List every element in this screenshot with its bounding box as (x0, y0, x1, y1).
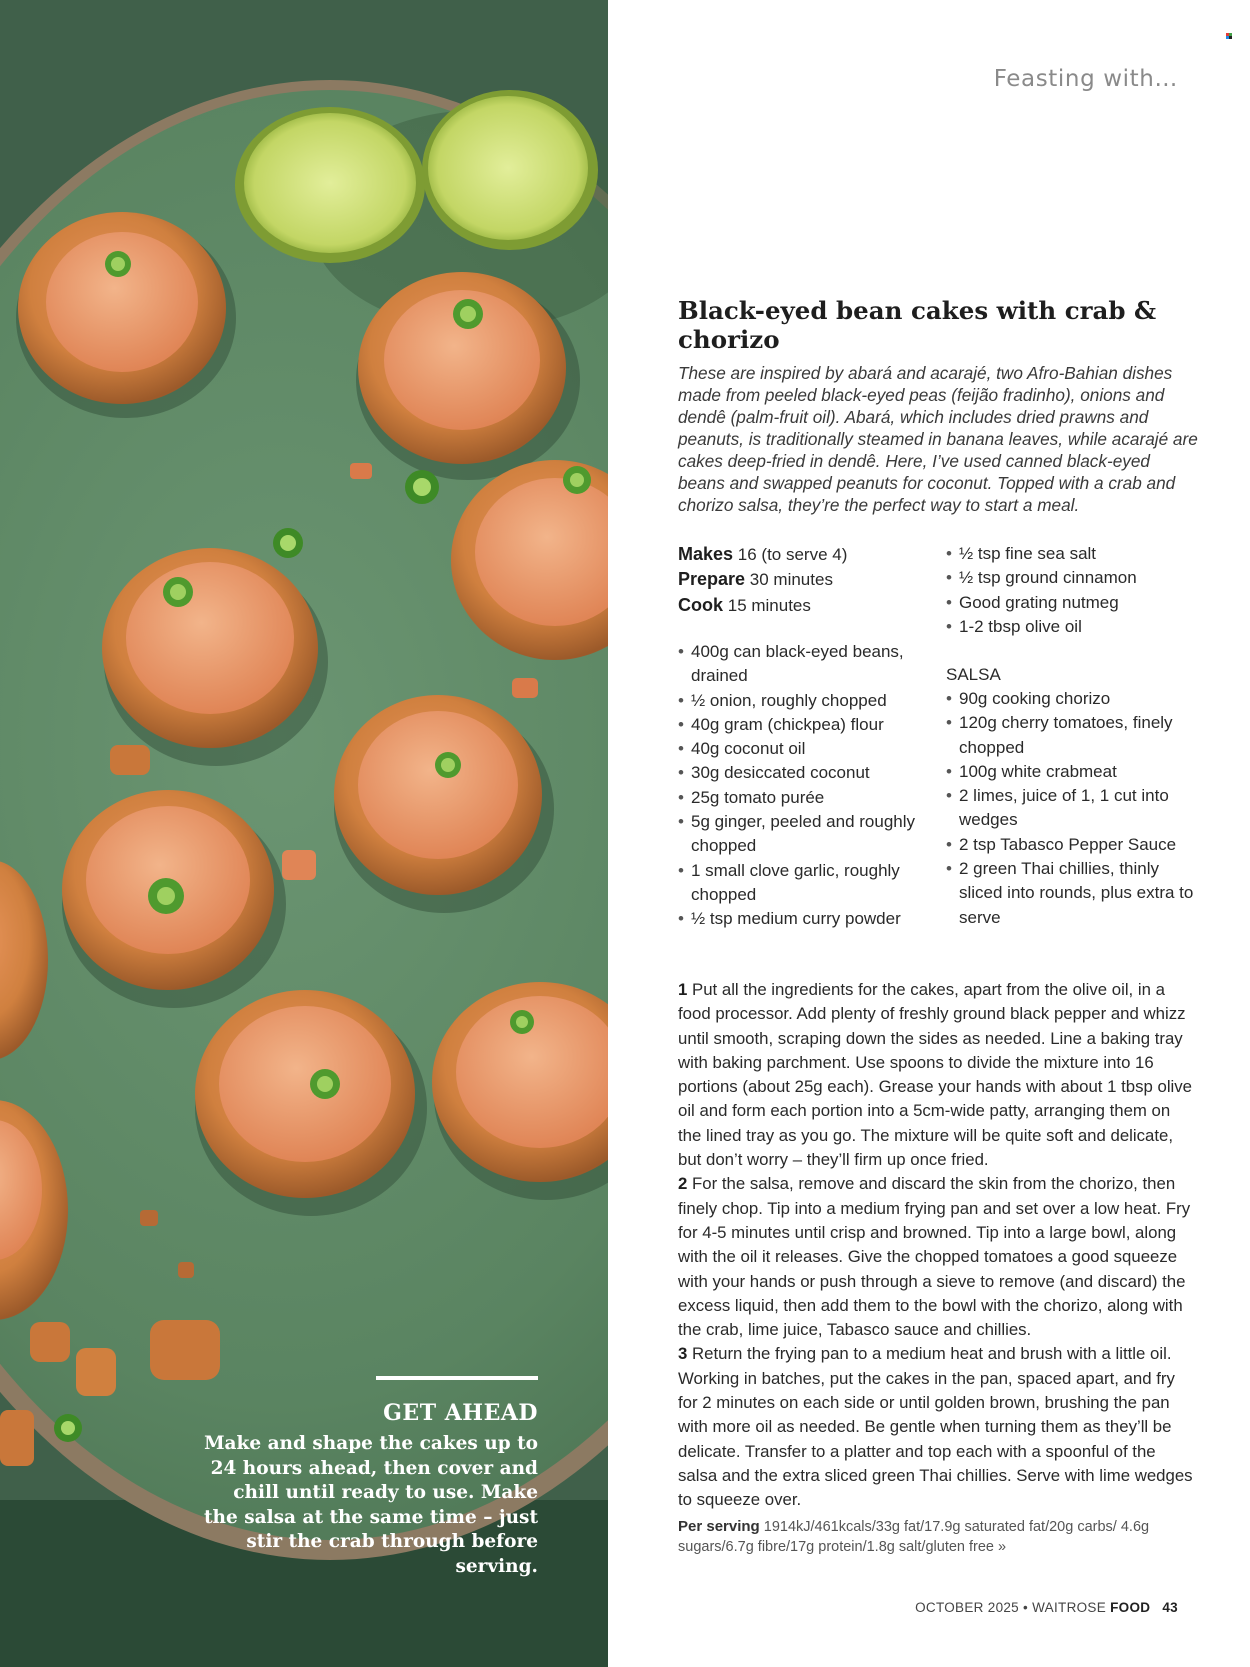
brand-name: WAITROSE (1032, 1600, 1107, 1615)
ingredient-item: • ½ tsp fine sea salt (946, 542, 1206, 566)
ingredient-item: • 2 tsp Tabasco Pepper Sauce (946, 833, 1206, 857)
ingredient-item: • 40g coconut oil (678, 737, 938, 761)
section-title: Feasting with… (993, 66, 1178, 92)
prepare-value: 30 minutes (749, 570, 833, 590)
ingredient-item: • ½ tsp ground cinnamon (946, 566, 1206, 590)
makes-line (678, 542, 938, 567)
method-step (678, 1342, 1198, 1512)
nutrition-label: Per serving (678, 1518, 760, 1535)
issue-date: OCTOBER 2025 • (915, 1600, 1029, 1615)
ingredient-item: • Good grating nutmeg (946, 591, 1206, 615)
recipe-meta (678, 542, 938, 618)
method-step (678, 1172, 1198, 1342)
ingredient-item: • 1-2 tbsp olive oil (946, 615, 1206, 639)
ingredients-salsa-list (946, 687, 1206, 930)
step-text: Return the frying pan to a medium heat and brush with a little oil. Working in batches, put the cakes in the pan, spaced apart, and fry for 2 minutes on each side or until golden brown, brushing the pan with more oil as needed. Be gentle when turning them as they’ll be delicate. Transfer to a platter and top each with a spoonful of the salsa and the extra sliced green Thai chillies. Serve with lime wedges to squeeze over. (678, 1344, 1193, 1510)
ingredient-item: • 5g ginger, peeled and roughly chopped (678, 810, 938, 859)
prepare-line (678, 567, 938, 592)
prepare-label: Prepare (678, 569, 746, 590)
step-text: Put all the ingredients for the cakes, apart from the olive oil, in a food processor. Add plenty of freshly ground black pepper and whizz until smooth, scraping down the sides as needed. Line a baking tray with baking parchment. Use spoons to divide the mixture into 16 portions (about 25g each). Grease your hands with about 1 tbsp olive oil and form each portion into a 5cm-wide patty, arranging them on the lined tray as you go. The mixture will be quite soft and delicate, but don’t worry – they’ll firm up once fried. (678, 980, 1193, 1170)
corner-mark-icon (1226, 33, 1233, 40)
ingredient-item: • 120g cherry tomatoes, finely chopped (946, 711, 1206, 760)
salsa-heading: SALSA (946, 665, 1001, 684)
ingredients-cakes-list (678, 640, 938, 932)
ingredient-item: • 30g desiccated coconut (678, 761, 938, 785)
cook-value: 15 minutes (727, 595, 811, 615)
ingredient-item: • 25g tomato purée (678, 786, 938, 810)
cook-line (678, 593, 938, 618)
recipe-intro: These are inspired by abará and acarajé, two Afro-Bahian dishes made from peeled black-eyed peas (feijão fradinho), onions and dendê (palm-fruit oil). Abará, which includes dried prawns and peanuts, is traditionally steamed in banana leaves, while acarajé are cakes deep-fried in dendê. Here, I’ve used canned black-eyed beans and swapped peanuts for coconut. Topped with a crab and chorizo salsa, they’re the perfect way to start a meal. (678, 363, 1198, 515)
makes-value: 16 (to serve 4) (737, 545, 848, 564)
step-text: For the salsa, remove and discard the skin from the chorizo, then finely chop. Tip into a medium frying pan and set over a low heat. Fry for 4-5 minutes until crisp and browned. Tip into a large bowl, along with the oil it releases. Give the chopped tomatoes a good squeeze with your hands or push through a sieve to remove (and discard) the excess liquid, then add them to the bowl with the chorizo, along with the crab, lime juice, Tabasco sauce and chillies. (678, 1174, 1191, 1340)
ingredient-item: • 90g cooking chorizo (946, 687, 1206, 711)
makes-label: Makes (678, 544, 734, 564)
ingredients-cakes-continued-list (946, 542, 1206, 639)
recipe-page (608, 0, 1250, 1667)
step-number: 1 (678, 980, 688, 999)
ingredient-item: • 40g gram (chickpea) flour (678, 713, 938, 737)
step-number: 2 (678, 1174, 688, 1194)
get-ahead-box (200, 1376, 538, 1579)
get-ahead-rule (376, 1376, 538, 1380)
nutrition-text: 1914kJ/461kcals/33g fat/17.9g saturated fat/20g carbs/ 4.6g sugars/6.7g fibre/17g protein/1.8g salt/gluten free » (678, 1519, 1150, 1555)
recipe-title: Black-eyed bean cakes with crab & chorizo (678, 296, 1157, 354)
step-number: 3 (678, 1344, 688, 1364)
ingredient-item: • 100g white crabmeat (946, 760, 1206, 784)
ingredient-item: • 400g can black-eyed beans, drained (678, 640, 938, 689)
brand-name-bold: FOOD (1110, 1600, 1151, 1615)
cook-label: Cook (678, 594, 723, 615)
food-photo (0, 0, 608, 1667)
method-step (678, 978, 1198, 1172)
ingredient-item: • ½ tsp medium curry powder (678, 907, 938, 931)
ingredient-item: • ½ onion, roughly chopped (678, 689, 938, 713)
get-ahead-heading: GET AHEAD (383, 1400, 538, 1426)
ingredient-item: • 2 limes, juice of 1, 1 cut into wedges (946, 784, 1206, 833)
ingredient-item: • 2 green Thai chillies, thinly sliced into rounds, plus extra to serve (946, 857, 1206, 930)
page-footer (915, 1600, 1178, 1615)
nutrition-info (678, 1517, 1198, 1557)
ingredient-item: • 1 small clove garlic, roughly chopped (678, 859, 938, 908)
method-steps (678, 978, 1198, 1513)
get-ahead-text: Make and shape the cakes up to 24 hours ahead, then cover and chill until ready to use. Make the salsa at the same time – just stir the crab through before serving. (203, 1433, 538, 1577)
page-number: 43 (1162, 1600, 1178, 1615)
